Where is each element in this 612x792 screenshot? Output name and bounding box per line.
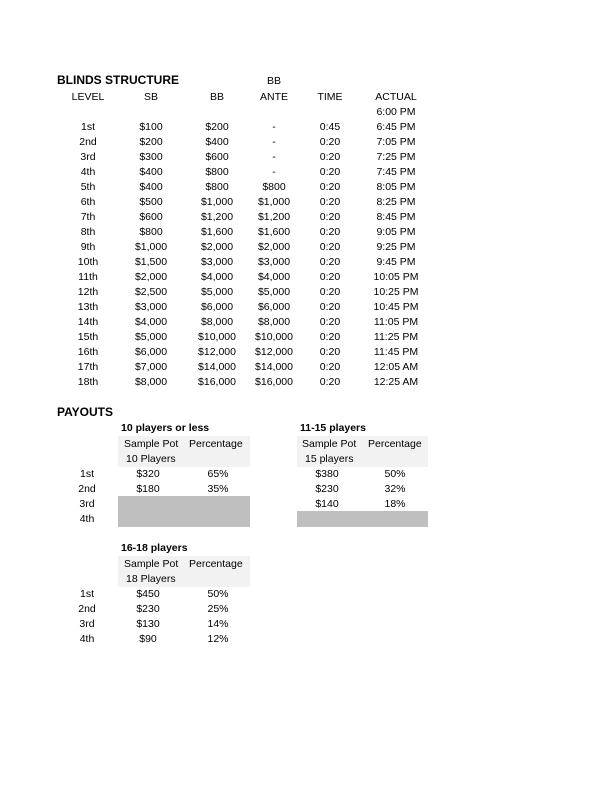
level-time: 0:20	[319, 376, 341, 388]
small-blind: $6,000	[134, 346, 168, 358]
actual-time: 10:25 PM	[373, 286, 419, 298]
blind-level: 8th	[80, 226, 96, 238]
bb-ante: -	[272, 151, 276, 163]
payout-pot: $230	[136, 603, 160, 615]
percentage-header: Percentage	[368, 438, 422, 450]
big-blind: $400	[205, 136, 229, 148]
big-blind: $14,000	[198, 361, 236, 373]
level-time: 0:20	[319, 331, 341, 343]
blind-level: 7th	[80, 211, 96, 223]
big-blind: $2,000	[200, 241, 234, 253]
actual-time: 7:25 PM	[376, 151, 416, 163]
big-blind: $1,200	[200, 211, 234, 223]
sample-pot-header: Sample Pot	[124, 438, 179, 450]
level-time: 0:20	[319, 286, 341, 298]
big-blind: $1,600	[200, 226, 234, 238]
big-blind: $12,000	[198, 346, 236, 358]
bb-ante: $14,000	[255, 361, 293, 373]
small-blind: $200	[139, 136, 163, 148]
percentage-header: Percentage	[189, 558, 243, 570]
payout-percentage: 25%	[207, 603, 229, 615]
bb-ante: -	[272, 166, 276, 178]
actual-time: 11:05 PM	[373, 316, 419, 328]
small-blind: $100	[139, 121, 163, 133]
actual-time: 8:05 PM	[376, 181, 416, 193]
small-blind: $300	[139, 151, 163, 163]
sb-header: SB	[143, 91, 158, 103]
actual-time: 12:25 AM	[373, 376, 419, 388]
bb-ante: $16,000	[255, 376, 293, 388]
place-label: 4th	[79, 513, 95, 525]
small-blind: $4,000	[134, 316, 168, 328]
blind-level: 17th	[77, 361, 99, 373]
bb-ante: $10,000	[255, 331, 293, 343]
players-count: 18 Players	[126, 573, 176, 585]
big-blind: $200	[205, 121, 229, 133]
level-time: 0:20	[319, 196, 341, 208]
payout-pot: $450	[136, 588, 160, 600]
payout-pot: $90	[139, 633, 157, 645]
actual-header: ACTUAL	[375, 91, 417, 103]
bb-ante: $12,000	[255, 346, 293, 358]
players-count: 15 players	[305, 453, 354, 465]
bb-ante: $1,200	[257, 211, 291, 223]
bb-ante: $6,000	[257, 301, 291, 313]
blind-level: 16th	[77, 346, 99, 358]
blind-level: 1st	[80, 121, 95, 133]
payout-percentage: 65%	[207, 468, 229, 480]
place-label: 3rd	[79, 498, 95, 510]
ante-header-top: BB	[266, 75, 281, 87]
small-blind: $400	[139, 166, 163, 178]
level-time: 0:20	[319, 136, 341, 148]
payout-percentage: 14%	[207, 618, 229, 630]
payout-percentage: 50%	[384, 468, 406, 480]
place-label: 2nd	[78, 483, 96, 495]
payout-group-title: 10 players or less	[121, 422, 210, 434]
actual-time: 9:05 PM	[376, 226, 416, 238]
payout-percentage: 18%	[384, 498, 406, 510]
players-count: 10 Players	[126, 453, 176, 465]
small-blind: $3,000	[134, 301, 168, 313]
actual-time: 8:45 PM	[376, 211, 416, 223]
actual-time: 10:45 PM	[373, 301, 419, 313]
bb-ante: $8,000	[257, 316, 291, 328]
bb-ante: $800	[262, 181, 286, 193]
blind-level: 12th	[77, 286, 99, 298]
actual-time: 9:45 PM	[376, 256, 416, 268]
blind-level: 3rd	[80, 151, 96, 163]
big-blind: $800	[205, 181, 229, 193]
level-time: 0:20	[319, 256, 341, 268]
bb-ante: $1,000	[257, 196, 291, 208]
small-blind: $5,000	[134, 331, 168, 343]
level-time: 0:20	[319, 271, 341, 283]
payout-group-title: 11-15 players	[300, 422, 366, 434]
place-label: 1st	[79, 468, 94, 480]
actual-time: 7:05 PM	[376, 136, 416, 148]
actual-time: 7:45 PM	[376, 166, 416, 178]
level-time: 0:20	[319, 211, 341, 223]
blinds-title: BLINDS STRUCTURE	[57, 73, 179, 87]
big-blind: $8,000	[200, 316, 234, 328]
blind-level: 15th	[77, 331, 99, 343]
payout-percentage: 32%	[384, 483, 406, 495]
payout-pot: $230	[315, 483, 339, 495]
percentage-header: Percentage	[189, 438, 243, 450]
ante-header: ANTE	[259, 91, 288, 103]
bb-ante: $4,000	[257, 271, 291, 283]
level-time: 0:20	[319, 226, 341, 238]
big-blind: $1,000	[200, 196, 234, 208]
small-blind: $1,500	[134, 256, 168, 268]
sample-pot-header: Sample Pot	[124, 558, 179, 570]
big-blind: $3,000	[200, 256, 234, 268]
blind-level: 14th	[77, 316, 99, 328]
time-header: TIME	[317, 91, 343, 103]
blind-level: 13th	[77, 301, 99, 313]
level-time: 0:20	[319, 241, 341, 253]
actual-time: 12:05 AM	[373, 361, 419, 373]
level-time: 0:20	[319, 166, 341, 178]
bb-ante: -	[272, 136, 276, 148]
place-label: 1st	[79, 588, 94, 600]
small-blind: $8,000	[134, 376, 168, 388]
small-blind: $400	[139, 181, 163, 193]
small-blind: $7,000	[134, 361, 168, 373]
sample-pot-header: Sample Pot	[302, 438, 357, 450]
actual-time: 10:05 PM	[373, 271, 419, 283]
actual-time: 6:45 PM	[376, 121, 416, 133]
big-blind: $5,000	[200, 286, 234, 298]
small-blind: $600	[139, 211, 163, 223]
payout-percentage: 35%	[207, 483, 229, 495]
bb-header: BB	[209, 91, 224, 103]
level-time: 0:20	[319, 316, 341, 328]
bb-ante: $1,600	[257, 226, 291, 238]
small-blind: $2,500	[134, 286, 168, 298]
payout-pot: $130	[136, 618, 160, 630]
actual-time: 11:45 PM	[373, 346, 419, 358]
small-blind: $2,000	[134, 271, 168, 283]
level-time: 0:20	[319, 301, 341, 313]
bb-ante: $3,000	[257, 256, 291, 268]
place-label: 4th	[79, 633, 95, 645]
big-blind: $4,000	[200, 271, 234, 283]
blind-level: 2nd	[79, 136, 97, 148]
place-label: 3rd	[79, 618, 95, 630]
actual-time: 8:25 PM	[376, 196, 416, 208]
big-blind: $16,000	[198, 376, 236, 388]
actual-time: 9:25 PM	[376, 241, 416, 253]
blind-level: 6th	[80, 196, 96, 208]
blind-level: 4th	[80, 166, 96, 178]
start-time: 6:00 PM	[376, 106, 416, 118]
payout-percentage: 12%	[207, 633, 229, 645]
big-blind: $800	[205, 166, 229, 178]
place-label: 2nd	[78, 603, 96, 615]
bb-ante: $5,000	[257, 286, 291, 298]
payout-pot: $380	[315, 468, 339, 480]
level-header: LEVEL	[71, 91, 105, 103]
small-blind: $800	[139, 226, 163, 238]
level-time: 0:20	[319, 181, 341, 193]
blind-level: 18th	[77, 376, 99, 388]
payout-pot: $180	[136, 483, 160, 495]
blind-level: 11th	[78, 271, 98, 283]
small-blind: $500	[139, 196, 163, 208]
bb-ante: -	[272, 121, 276, 133]
level-time: 0:45	[319, 121, 341, 133]
payouts-title: PAYOUTS	[57, 405, 114, 419]
payout-pot: $140	[315, 498, 339, 510]
payout-pot: $320	[136, 468, 160, 480]
big-blind: $6,000	[200, 301, 234, 313]
big-blind: $600	[205, 151, 229, 163]
level-time: 0:20	[319, 346, 341, 358]
empty-payout-block	[118, 496, 250, 527]
level-time: 0:20	[319, 361, 341, 373]
payout-group-title: 16-18 players	[121, 542, 188, 554]
blind-level: 10th	[77, 256, 99, 268]
small-blind: $1,000	[134, 241, 168, 253]
level-time: 0:20	[319, 151, 341, 163]
blind-level: 9th	[80, 241, 96, 253]
big-blind: $10,000	[198, 331, 236, 343]
bb-ante: $2,000	[257, 241, 291, 253]
actual-time: 11:25 PM	[373, 331, 419, 343]
blind-level: 5th	[80, 181, 96, 193]
empty-payout-block	[297, 511, 428, 527]
payout-percentage: 50%	[207, 588, 229, 600]
